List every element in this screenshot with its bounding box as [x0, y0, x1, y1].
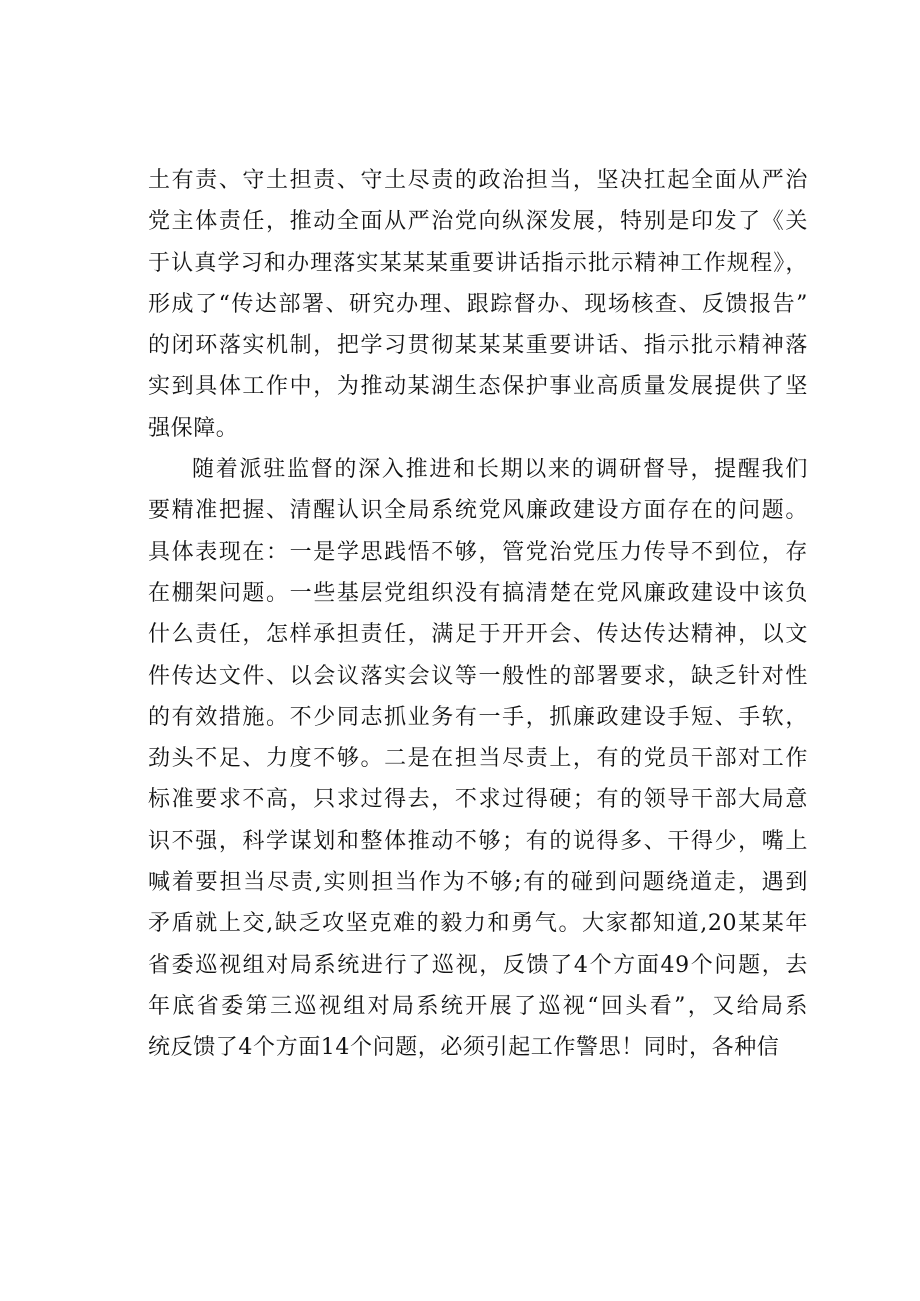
text-line: 土有责、守土担责、守土尽责的政治担当，坚决扛起全面从严治	[148, 168, 808, 193]
text-line: 劲头不足、力度不够。二是在担当尽责上，有的党员干部对工作	[148, 746, 808, 772]
text-line: 在棚架问题。一些基层党组织没有搞清楚在党风廉政建设中该负	[148, 580, 808, 606]
text-line: 实到具体工作中，为推动某湖生态保护事业高质量发展提供了坚	[148, 374, 808, 400]
paragraph	[148, 449, 808, 1068]
paragraph	[148, 160, 808, 449]
text-line: 要精准把握、清醒认识全局系统党风廉政建设方面存在的问题。	[148, 498, 808, 524]
text-line: 什么责任，怎样承担责任，满足于开开会、传达传达精神，以文	[148, 622, 808, 648]
text-line: 识不强，科学谋划和整体推动不够；有的说得多、干得少，嘴上	[148, 828, 808, 854]
text-line: 省委巡视组对局系统进行了巡视，反馈了4个方面49个问题，去	[148, 952, 808, 978]
text-line: 具体表现在：一是学思践悟不够，管党治党压力传导不到位，存	[148, 539, 808, 565]
text-line: 党主体责任，推动全面从严治党向纵深发展，特别是印发了《关	[148, 209, 808, 235]
text-line: 年底省委第三巡视组对局系统开展了巡视“回头看”，又给局系	[148, 993, 808, 1019]
text-line: 喊着要担当尽责,实则担当作为不够;有的碰到问题绕道走，遇到	[148, 870, 808, 896]
text-line: 矛盾就上交,缺乏攻坚克难的毅力和勇气。大家都知道,20某某年	[148, 911, 808, 937]
text-line: 的有效措施。不少同志抓业务有一手，抓廉政建设手短、手软，	[148, 704, 808, 730]
text-line: 的闭环落实机制，把学习贯彻某某某重要讲话、指示批示精神落	[148, 333, 808, 359]
text-line: 统反馈了4个方面14个问题，必须引起工作警思！同时，各种信	[148, 1035, 780, 1061]
text-line: 强保障。	[148, 415, 239, 441]
text-line: 随着派驻监督的深入推进和长期以来的调研督导，提醒我们	[192, 457, 808, 483]
text-line: 标准要求不高，只求过得去，不求过得硬；有的领导干部大局意	[148, 787, 808, 813]
document-body	[148, 160, 808, 1069]
text-line: 形成了“传达部署、研究办理、跟踪督办、现场核查、反馈报告”	[148, 291, 808, 317]
text-line: 件传达文件、以会议落实会议等一般性的部署要求，缺乏针对性	[148, 663, 808, 689]
text-line: 于认真学习和办理落实某某某重要讲话指示批示精神工作规程》，	[148, 250, 808, 276]
